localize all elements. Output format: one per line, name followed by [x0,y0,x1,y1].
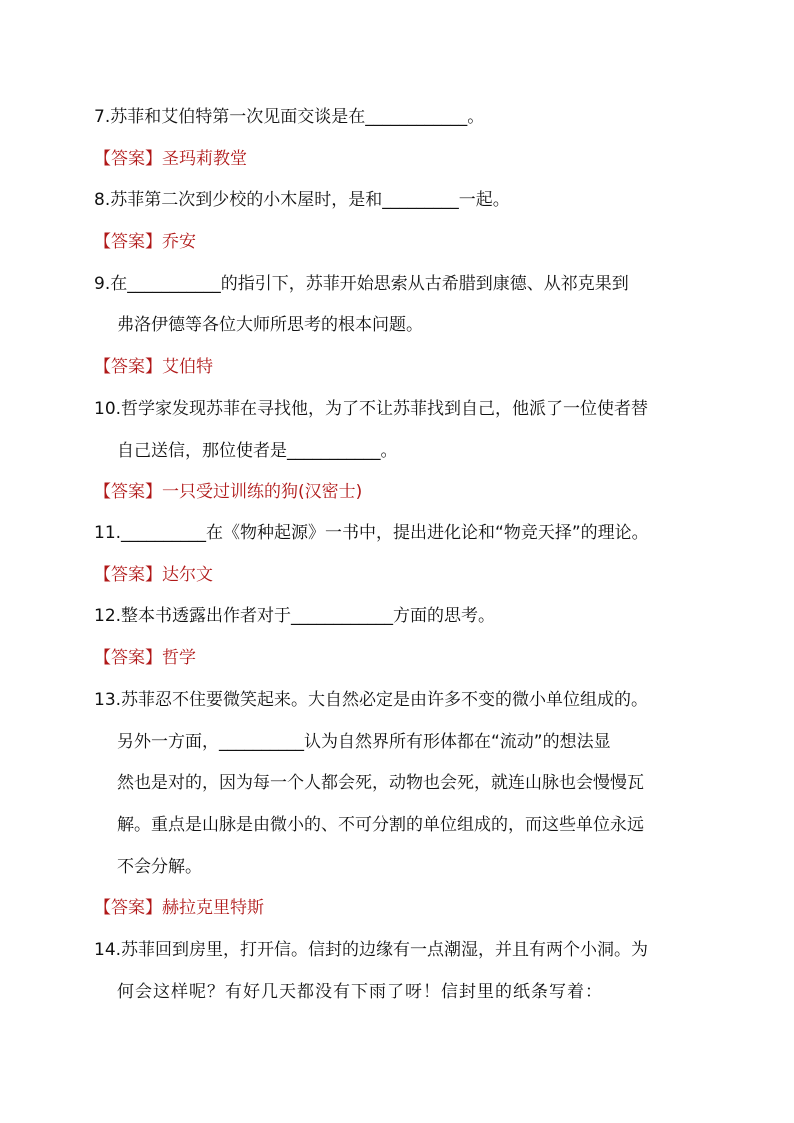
question-13-line-3: 然也是对的，因为每一个人都会死，动物也会死，就连山脉也会慢慢瓦 [117,773,644,793]
answer-9-text: 艾伯特 [162,357,213,377]
answer-13 [94,897,264,919]
answer-9 [94,356,213,378]
question-10-line-2: 自己送信，那位使者是___________。 [117,441,398,461]
answer-12-text: 哲学 [162,648,196,668]
answer-10-text: 一只受过训练的狗(汉密士) [162,482,363,502]
answer-12 [94,647,196,669]
answer-11-text: 达尔文 [162,565,213,585]
question-9-line-1: 9.在___________的指引下，苏菲开始思索从古希腊到康德、从祁克果到 [94,274,629,294]
question-10-line-1: 10.哲学家发现苏菲在寻找他，为了不让苏菲找到自己，他派了一位使者替 [94,399,649,419]
question-14-line-1: 14.苏菲回到房里，打开信。信封的边缘有一点潮湿，并且有两个小洞。为 [94,940,649,960]
answer-13-text: 赫拉克里特斯 [162,898,264,918]
question-13-line-5: 不会分解。 [117,857,202,877]
question-7-line-1: 7.苏菲和艾伯特第一次见面交谈是在____________。 [94,107,485,127]
answer-8 [94,231,196,253]
answer-8-text: 乔安 [162,232,196,252]
question-13-line-4: 解。重点是山脉是由微小的、不可分割的单位组成的，而这些单位永远 [117,815,644,835]
question-11-line-1: 11.__________在《物种起源》一书中，提出进化论和“物竞天择”的理论。 [94,523,649,543]
answer-tag: 【答案】 [94,482,162,502]
question-14-line-2: 何会这样呢？有好几天都没有下雨了呀！信封里的纸条写着： [117,982,603,1002]
question-9-line-2: 弗洛伊德等各位大师所思考的根本问题。 [117,315,423,335]
answer-tag: 【答案】 [94,898,162,918]
answer-7 [94,148,247,170]
answer-10 [94,481,362,503]
question-13-line-1: 13.苏菲忍不住要微笑起来。大自然必定是由许多不变的微小单位组成的。 [94,690,649,710]
answer-tag: 【答案】 [94,232,162,252]
question-8-line-1: 8.苏菲第二次到少校的小木屋时，是和_________一起。 [94,190,510,210]
answer-tag: 【答案】 [94,149,162,169]
question-12-line-1: 12.整本书透露出作者对于____________方面的思考。 [94,606,496,626]
answer-tag: 【答案】 [94,357,162,377]
answer-11 [94,564,213,586]
question-13-line-2: 另外一方面，__________认为自然界所有形体都在“流动”的想法显 [117,732,611,752]
answer-7-text: 圣玛莉教堂 [162,149,247,169]
answer-tag: 【答案】 [94,648,162,668]
answer-tag: 【答案】 [94,565,162,585]
